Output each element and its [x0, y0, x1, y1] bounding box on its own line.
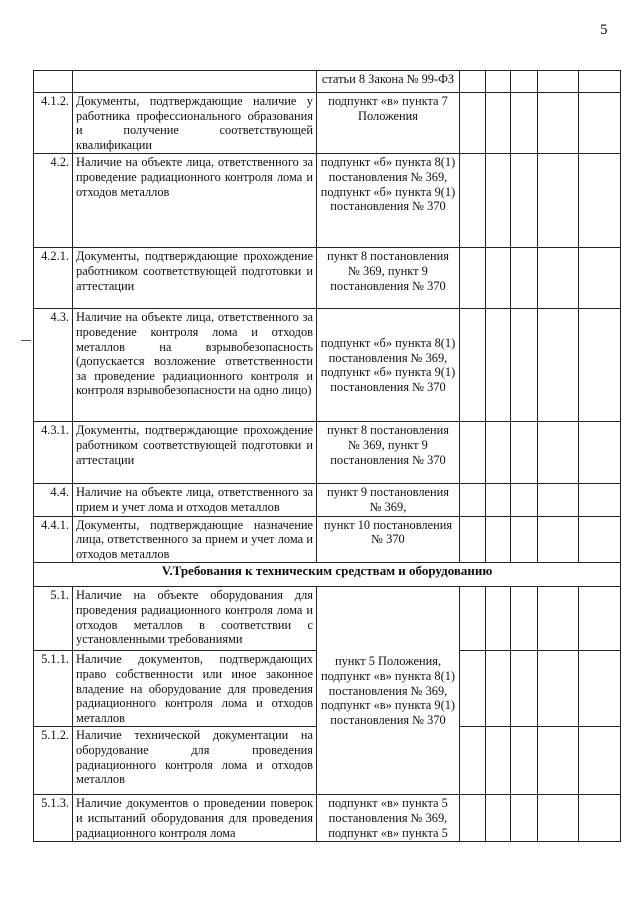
legal-reference: подпункт «в» пункта 7 Положения	[317, 93, 460, 154]
requirement-text: Документы, подтверждающие прохождение работником соответствующей подготовки и аттестации	[73, 422, 317, 484]
legal-reference: подпункт «б» пункта 8(1) постановления № 369, подпункт «б» пункта 9(1) постановления № 370	[317, 309, 460, 422]
answer-no-cell	[486, 309, 511, 422]
row-number: 4.2.1.	[34, 248, 73, 309]
answer-na-cell	[511, 93, 538, 154]
notes-cell	[538, 587, 579, 651]
requirement-text: Документы, подтверждающие назначение лица, ответственного за прием и учет лома и отходов металлов	[73, 516, 317, 563]
answer-na-cell	[511, 795, 538, 842]
remarks-cell	[579, 795, 621, 842]
answer-yes-cell	[460, 248, 486, 309]
notes-cell	[538, 422, 579, 484]
row-number: 4.4.1.	[34, 516, 73, 563]
table-row	[34, 154, 621, 248]
notes-cell	[538, 71, 579, 93]
table-row	[34, 516, 621, 563]
answer-no-cell	[486, 484, 511, 516]
row-number: 5.1.3.	[34, 795, 73, 842]
table-row	[34, 93, 621, 154]
answer-no-cell	[486, 93, 511, 154]
section-header-row	[34, 563, 621, 587]
legal-reference: пункт 8 постановления № 369, пункт 9 постановления № 370	[317, 422, 460, 484]
margin-mark	[21, 340, 31, 341]
answer-yes-cell	[460, 93, 486, 154]
requirement-text: Наличие на объекте лица, ответственного за прием и учет лома и отходов металлов	[73, 484, 317, 516]
legal-reference: пункт 9 постановления № 369,	[317, 484, 460, 516]
answer-na-cell	[511, 727, 538, 795]
answer-no-cell	[486, 795, 511, 842]
notes-cell	[538, 516, 579, 563]
answer-yes-cell	[460, 651, 486, 727]
remarks-cell	[579, 71, 621, 93]
requirement-text: Наличие на объекте лица, ответственного за проведение контроля лома и отходов металлов на взрывобезопасность (допускается возложение ответственности за проведение радиационного контроля и контроля взрывобезопасности на одно лицо)	[73, 309, 317, 422]
answer-na-cell	[511, 309, 538, 422]
notes-cell	[538, 248, 579, 309]
answer-na-cell	[511, 587, 538, 651]
notes-cell	[538, 727, 579, 795]
answer-na-cell	[511, 71, 538, 93]
table-row	[34, 795, 621, 842]
answer-yes-cell	[460, 587, 486, 651]
notes-cell	[538, 309, 579, 422]
table-row	[34, 422, 621, 484]
requirement-text: Наличие технической документации на оборудование для проведения радиационного контроля лома и отходов металлов	[73, 727, 317, 795]
requirement-text: Документы, подтверждающие прохождение работником соответствующей подготовки и аттестации	[73, 248, 317, 309]
notes-cell	[538, 651, 579, 727]
answer-no-cell	[486, 422, 511, 484]
legal-reference: пункт 5 Положения, подпункт «в» пункта 8(1) постановления № 369, подпункт «в» пункта 9(1) постановления № 370	[317, 587, 460, 795]
requirement-text: Документы, подтверждающие наличие у работника профессионального образования и получение соответствующей квалификации	[73, 93, 317, 154]
notes-cell	[538, 484, 579, 516]
requirement-text: Наличие на объекте оборудования для проведения радиационного контроля лома и отходов металлов в соответствии с установленными требованиями	[73, 587, 317, 651]
answer-yes-cell	[460, 154, 486, 248]
page-number: 5	[600, 22, 608, 38]
row-number: 4.2.	[34, 154, 73, 248]
legal-reference: статьи 8 Закона № 99-ФЗ	[317, 71, 460, 93]
row-number	[34, 71, 73, 93]
answer-no-cell	[486, 651, 511, 727]
remarks-cell	[579, 651, 621, 727]
row-number: 4.1.2.	[34, 93, 73, 154]
section-title: V.Требования к техническим средствам и оборудованию	[34, 563, 621, 587]
answer-yes-cell	[460, 71, 486, 93]
answer-na-cell	[511, 484, 538, 516]
notes-cell	[538, 795, 579, 842]
answer-no-cell	[486, 248, 511, 309]
answer-yes-cell	[460, 516, 486, 563]
legal-reference: пункт 8 постановления № 369, пункт 9 постановления № 370	[317, 248, 460, 309]
answer-yes-cell	[460, 484, 486, 516]
requirements-table	[33, 70, 621, 842]
remarks-cell	[579, 248, 621, 309]
row-number: 5.1.1.	[34, 651, 73, 727]
answer-no-cell	[486, 587, 511, 651]
remarks-cell	[579, 484, 621, 516]
legal-reference: подпункт «в» пункта 5 постановления № 369, подпункт «в» пункта 5	[317, 795, 460, 842]
answer-yes-cell	[460, 727, 486, 795]
table-row	[34, 248, 621, 309]
row-number: 4.3.	[34, 309, 73, 422]
table-row	[34, 309, 621, 422]
requirement-text: Наличие документов, подтверждающих право собственности или иное законное владение на оборудование для проведения радиационного контроля лома и отходов металлов	[73, 651, 317, 727]
remarks-cell	[579, 154, 621, 248]
remarks-cell	[579, 309, 621, 422]
answer-yes-cell	[460, 795, 486, 842]
answer-na-cell	[511, 248, 538, 309]
remarks-cell	[579, 93, 621, 154]
answer-yes-cell	[460, 422, 486, 484]
row-number: 4.4.	[34, 484, 73, 516]
requirement-text: Наличие документов о проведении поверок и испытаний оборудования для проведения радиационного контроля лома	[73, 795, 317, 842]
table-row	[34, 587, 621, 651]
remarks-cell	[579, 587, 621, 651]
remarks-cell	[579, 516, 621, 563]
answer-no-cell	[486, 727, 511, 795]
notes-cell	[538, 154, 579, 248]
remarks-cell	[579, 727, 621, 795]
answer-na-cell	[511, 154, 538, 248]
answer-no-cell	[486, 71, 511, 93]
answer-na-cell	[511, 516, 538, 563]
notes-cell	[538, 93, 579, 154]
legal-reference: пункт 10 постановления № 370	[317, 516, 460, 563]
row-number: 5.1.2.	[34, 727, 73, 795]
answer-no-cell	[486, 516, 511, 563]
answer-na-cell	[511, 651, 538, 727]
answer-na-cell	[511, 422, 538, 484]
table-row	[34, 71, 621, 93]
table-row	[34, 484, 621, 516]
remarks-cell	[579, 422, 621, 484]
answer-yes-cell	[460, 309, 486, 422]
row-number: 4.3.1.	[34, 422, 73, 484]
answer-no-cell	[486, 154, 511, 248]
requirement-text: Наличие на объекте лица, ответственного за проведение радиационного контроля лома и отходов металлов	[73, 154, 317, 248]
legal-reference: подпункт «б» пункта 8(1) постановления № 369, подпункт «б» пункта 9(1) постановления № 370	[317, 154, 460, 248]
row-number: 5.1.	[34, 587, 73, 651]
requirement-text	[73, 71, 317, 93]
